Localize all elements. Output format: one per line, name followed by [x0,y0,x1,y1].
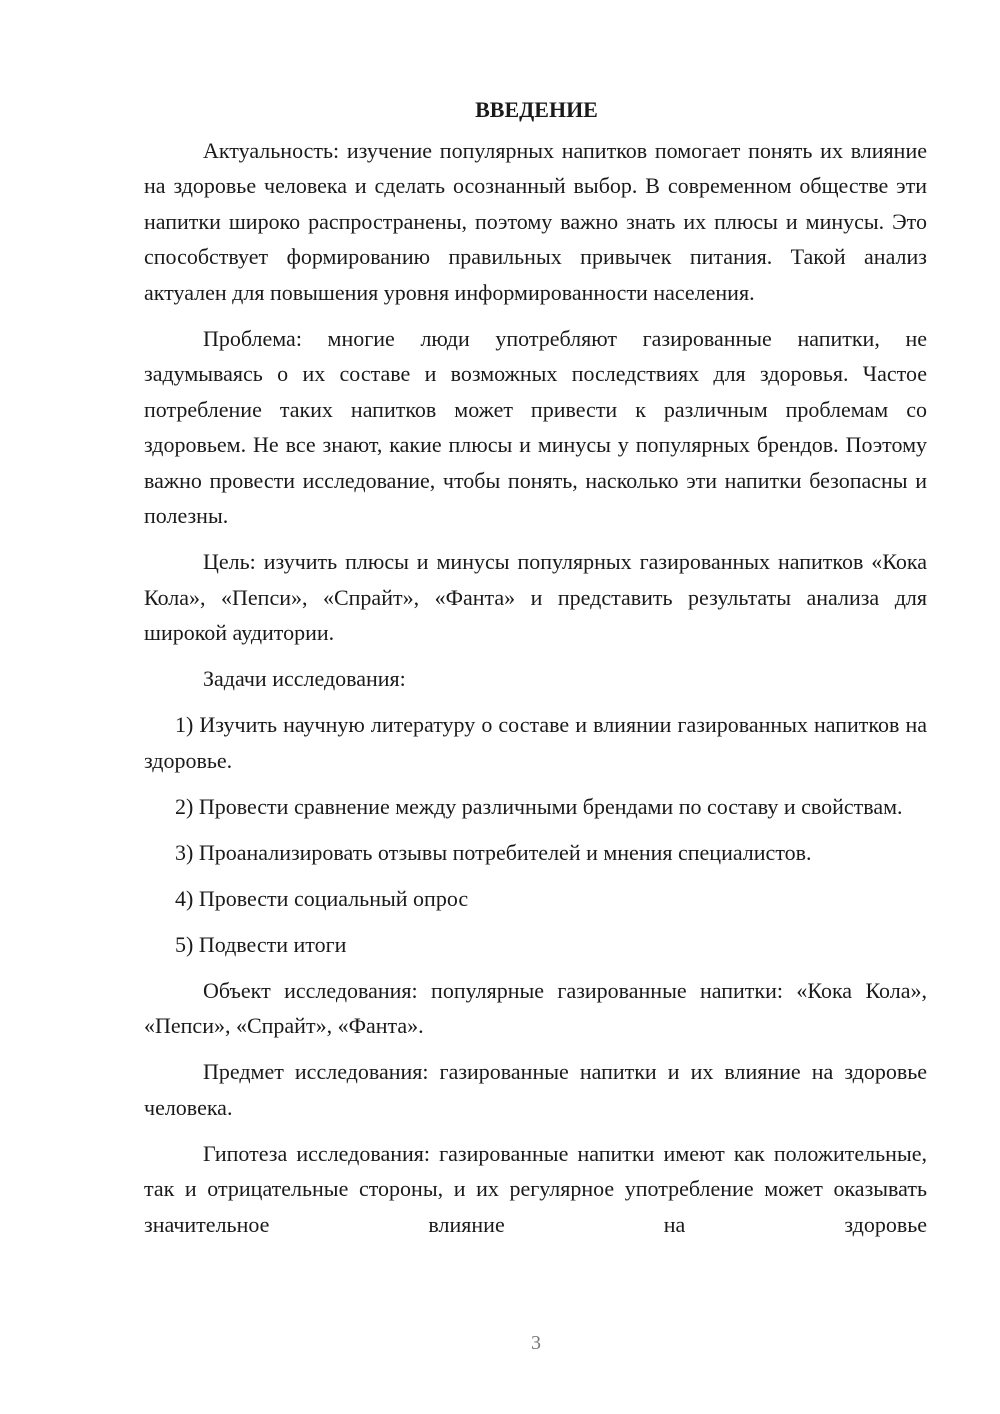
task-item-3: 3) Проанализировать отзывы потребителей и мнения специалистов. [175,839,812,865]
section-heading: ВВЕДЕНИЕ [475,97,598,122]
paragraph-hypothesis: Гипотеза исследования: газированные напитки имеют как положительные, так и отрицательные стороны, и их регулярное употребление может оказывать значительное влияние на здоровье [144,1140,927,1237]
page-number: 3 [531,1332,541,1354]
paragraph-object: Объект исследования: популярные газированные напитки: «Кока Кола», «Пепси», «Спрайт», «Фанта». [144,977,927,1038]
task-item-5: 5) Подвести итоги [175,931,347,957]
paragraph-problem: Проблема: многие люди употребляют газированные напитки, не задумываясь о их составе и возможных последствиях для здоровья. Частое потребление таких напитков может привести к различным проблемам со здоровьем. Не все знают, какие плюсы и минусы у популярных брендов. Поэтому важно провести исследование, чтобы понять, насколько эти напитки безопасны и полезны. [144,325,927,528]
task-item-2: 2) Провести сравнение между различными брендами по составу и свойствам. [175,793,903,819]
paragraph-relevance: Актуальность: изучение популярных напитков помогает понять их влияние на здоровье человека и сделать осознанный выбор. В современном обществе эти напитки широко распространены, поэтому важно знать их плюсы и минусы. Это способствует формированию правильных привычек питания. Такой анализ актуален для повышения уровня информированности населения. [144,137,927,305]
paragraph-subject: Предмет исследования: газированные напитки и их влияние на здоровье человека. [144,1059,927,1120]
task-item-1: 1) Изучить научную литературу о составе и влиянии газированных напитков на здоровье. [144,712,927,773]
paragraph-goal: Цель: изучить плюсы и минусы популярных газированных напитков «Кока Кола», «Пепси», «Спрайт», «Фанта» и представить результаты анализа для широкой аудитории. [144,549,927,645]
task-item-4: 4) Провести социальный опрос [175,885,469,911]
page-content [144,92,927,1253]
paragraph-tasks-intro: Задачи исследования: [203,666,406,691]
